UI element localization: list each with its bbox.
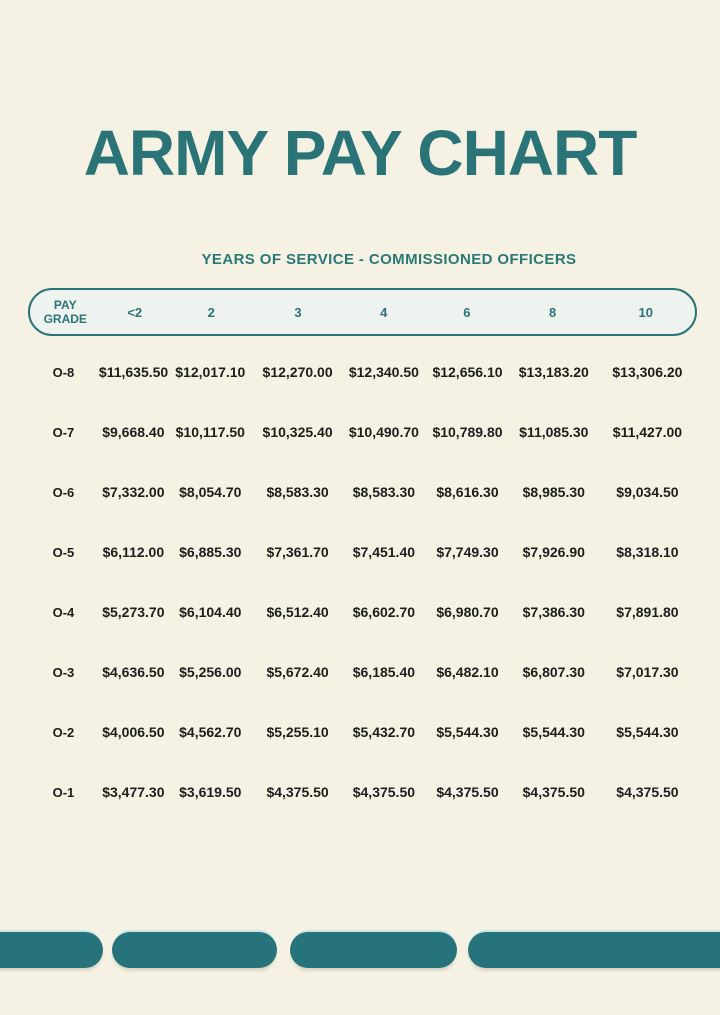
pay-value-cell: $6,512.40 (266, 604, 329, 620)
pay-grade-cell: O-5 (52, 544, 75, 560)
page-subtitle: YEARS OF SERVICE - COMMISSIONED OFFICERS (201, 251, 577, 268)
pay-value-cell: $13,306.20 (612, 364, 683, 380)
pay-value-cell: $10,490.70 (348, 424, 419, 440)
table-body (28, 342, 697, 822)
table-row (28, 762, 697, 822)
table-row (28, 642, 697, 702)
pay-value-cell: $8,616.30 (436, 484, 499, 500)
pay-grade-cell: O-4 (52, 604, 75, 620)
pay-value-cell: $11,427.00 (612, 424, 683, 440)
pay-value-cell: $12,270.00 (262, 364, 333, 380)
table-header (28, 288, 697, 336)
pay-value-cell: $4,375.50 (352, 784, 416, 800)
pay-value-cell: $5,273.70 (102, 604, 165, 620)
pay-value-cell: $10,789.80 (432, 424, 503, 440)
pay-value-cell: $4,375.50 (522, 784, 585, 800)
pay-value-cell: $12,340.50 (348, 364, 419, 380)
pay-value-cell: $4,375.50 (616, 784, 679, 800)
pay-value-cell: $7,332.00 (102, 484, 165, 500)
table-row (28, 582, 697, 642)
pay-value-cell: $6,807.30 (522, 664, 585, 680)
pay-value-cell: $5,544.30 (436, 724, 499, 740)
footer-bar-decoration (290, 932, 457, 968)
pay-value-cell: $8,318.10 (616, 544, 679, 560)
pay-value-cell: $4,562.70 (179, 724, 242, 740)
pay-value-cell: $13,183.20 (518, 364, 589, 380)
pay-value-cell: $6,980.70 (436, 604, 499, 620)
pay-value-cell: $4,375.50 (436, 784, 499, 800)
column-header-pay-grade-label: PAY GRADE (43, 298, 87, 326)
table-row (28, 702, 697, 762)
pay-table (28, 288, 697, 822)
pay-value-cell: $11,085.30 (519, 424, 589, 440)
pay-value-cell: $7,386.30 (522, 604, 585, 620)
pay-value-cell: $8,583.30 (266, 484, 329, 500)
footer-bar-decorations (0, 932, 720, 968)
pay-value-cell: $12,017.10 (175, 364, 246, 380)
pay-value-cell: $6,482.10 (436, 664, 499, 680)
pay-grade-cell: O-6 (52, 484, 75, 500)
column-header-under-2: <2 (127, 304, 143, 320)
column-header-6: 6 (463, 304, 471, 320)
footer-bar-decoration (468, 932, 720, 968)
pay-value-cell: $5,672.40 (266, 664, 329, 680)
column-header-3: 3 (294, 304, 302, 320)
footer-bar-decoration (112, 932, 277, 968)
pay-value-cell: $7,451.40 (352, 544, 416, 560)
pay-value-cell: $7,361.70 (266, 544, 329, 560)
table-row (28, 402, 697, 462)
pay-value-cell: $3,477.30 (102, 784, 165, 800)
pay-value-cell: $6,104.40 (179, 604, 242, 620)
pay-value-cell: $11,635.50 (98, 364, 169, 380)
pay-value-cell: $9,668.40 (102, 424, 165, 440)
column-header-pay-grade (30, 298, 100, 326)
pay-value-cell: $6,185.40 (352, 664, 416, 680)
pay-value-cell: $10,117.50 (175, 424, 245, 440)
column-header-4: 4 (380, 304, 388, 320)
pay-value-cell: $4,006.50 (102, 724, 165, 740)
pay-value-cell: $5,544.30 (616, 724, 679, 740)
pay-value-cell: $7,926.90 (522, 544, 585, 560)
pay-value-cell: $5,255.10 (266, 724, 329, 740)
pay-value-cell: $5,432.70 (352, 724, 416, 740)
pay-value-cell: $7,017.30 (616, 664, 679, 680)
pay-value-cell: $9,034.50 (616, 484, 679, 500)
column-header-8: 8 (549, 304, 557, 320)
pay-value-cell: $8,985.30 (522, 484, 585, 500)
pay-value-cell: $3,619.50 (179, 784, 242, 800)
pay-grade-cell: O-2 (52, 724, 75, 740)
pay-value-cell: $10,325.40 (262, 424, 333, 440)
pay-grade-cell: O-8 (52, 364, 75, 380)
pay-value-cell: $8,054.70 (179, 484, 242, 500)
pay-value-cell: $6,602.70 (352, 604, 416, 620)
column-header-2: 2 (207, 304, 215, 320)
table-row (28, 342, 697, 402)
pay-value-cell: $5,544.30 (522, 724, 585, 740)
pay-value-cell: $6,112.00 (102, 544, 165, 560)
pay-value-cell: $6,885.30 (179, 544, 242, 560)
pay-value-cell: $8,583.30 (352, 484, 416, 500)
page-title: ARMY PAY CHART (83, 117, 637, 189)
pay-grade-cell: O-3 (52, 664, 75, 680)
pay-value-cell: $5,256.00 (179, 664, 242, 680)
pay-value-cell: $4,375.50 (266, 784, 329, 800)
pay-value-cell: $7,891.80 (616, 604, 679, 620)
table-row (28, 462, 697, 522)
footer-bar-decoration (0, 932, 103, 968)
pay-value-cell: $4,636.50 (102, 664, 165, 680)
table-row (28, 522, 697, 582)
pay-grade-cell: O-7 (52, 424, 75, 440)
pay-value-cell: $12,656.10 (432, 364, 503, 380)
column-header-10: 10 (638, 304, 653, 320)
pay-value-cell: $7,749.30 (436, 544, 499, 560)
pay-grade-cell: O-1 (52, 784, 75, 800)
